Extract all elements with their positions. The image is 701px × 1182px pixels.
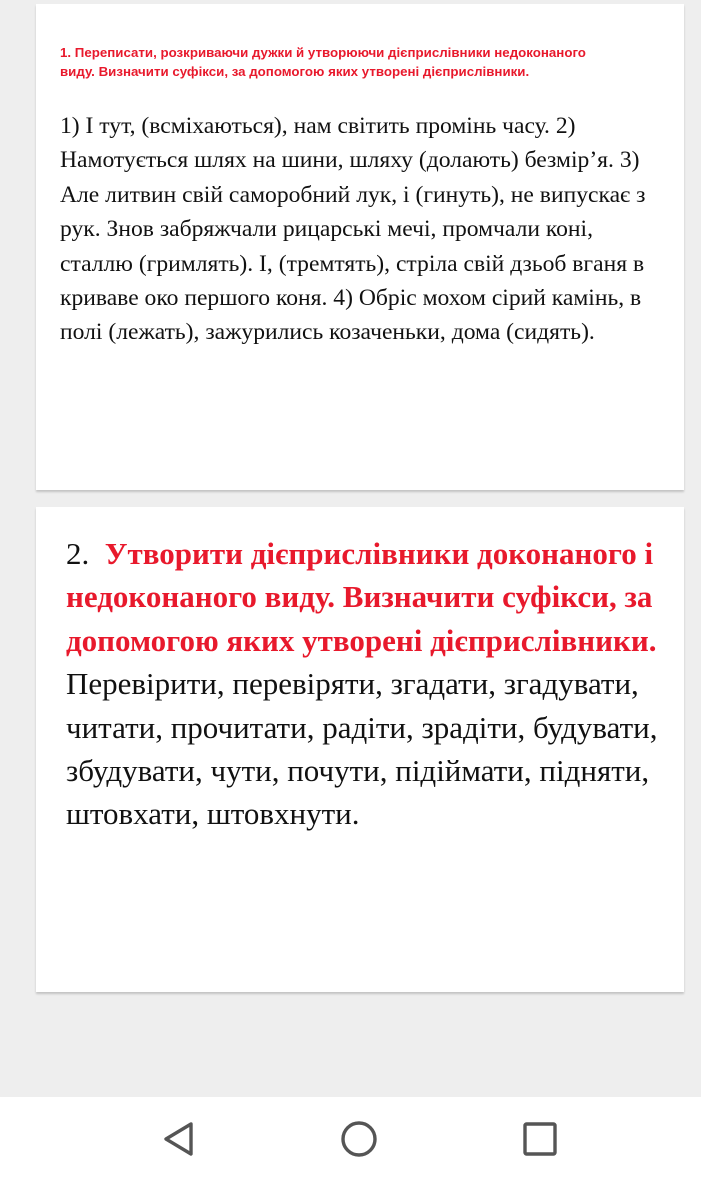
system-navigation-bar <box>0 1097 701 1182</box>
task-card-2 <box>36 507 684 992</box>
back-button[interactable] <box>158 1117 202 1161</box>
recents-button[interactable] <box>518 1117 562 1161</box>
task-2-heading: Утворити дієприслівники доконаного і недоконаного виду. Визначити суфікси, за допомогою яких утворені дієприслівники. <box>66 536 657 658</box>
home-circle-icon <box>337 1117 381 1161</box>
task-2-word-list: Перевірити, перевіряти, згадати, згадувати, читати, прочитати, радіти, зрадіти, будувати, збудувати, чути, почути, підіймати, підняти, штовхати, штовхнути. <box>66 666 658 832</box>
task-1-text: 1) І тут, (всміхаються), нам світить промінь часу. 2) Намотується шлях на шини, шляху (долають) безмір’я. 3) Але литвин свій саморобний лук, і (гинуть), не випускає з рук. Знов забряжчали рицарські мечі, промчали коні, сталлю (гримлять). І, (тремтять), стріла свій дзьоб вганя в криваве око першого коня. 4) Обріс мохом сірий камінь, в полі (лежать), зажурились козаченьки, дома (сидять). <box>60 113 646 346</box>
task-2-number: 2. <box>66 536 90 571</box>
home-button[interactable] <box>337 1117 381 1161</box>
task-card-1 <box>36 4 684 490</box>
task-2-content <box>66 532 676 836</box>
task-1-heading: 1. Переписати, розкриваючи дужки й утворюючи дієприслівники недоконаного виду. Визначити суфікси, за допомогою яких утворені дієприслівники. <box>60 45 586 79</box>
recents-square-icon <box>518 1117 562 1161</box>
back-triangle-icon <box>158 1117 202 1161</box>
